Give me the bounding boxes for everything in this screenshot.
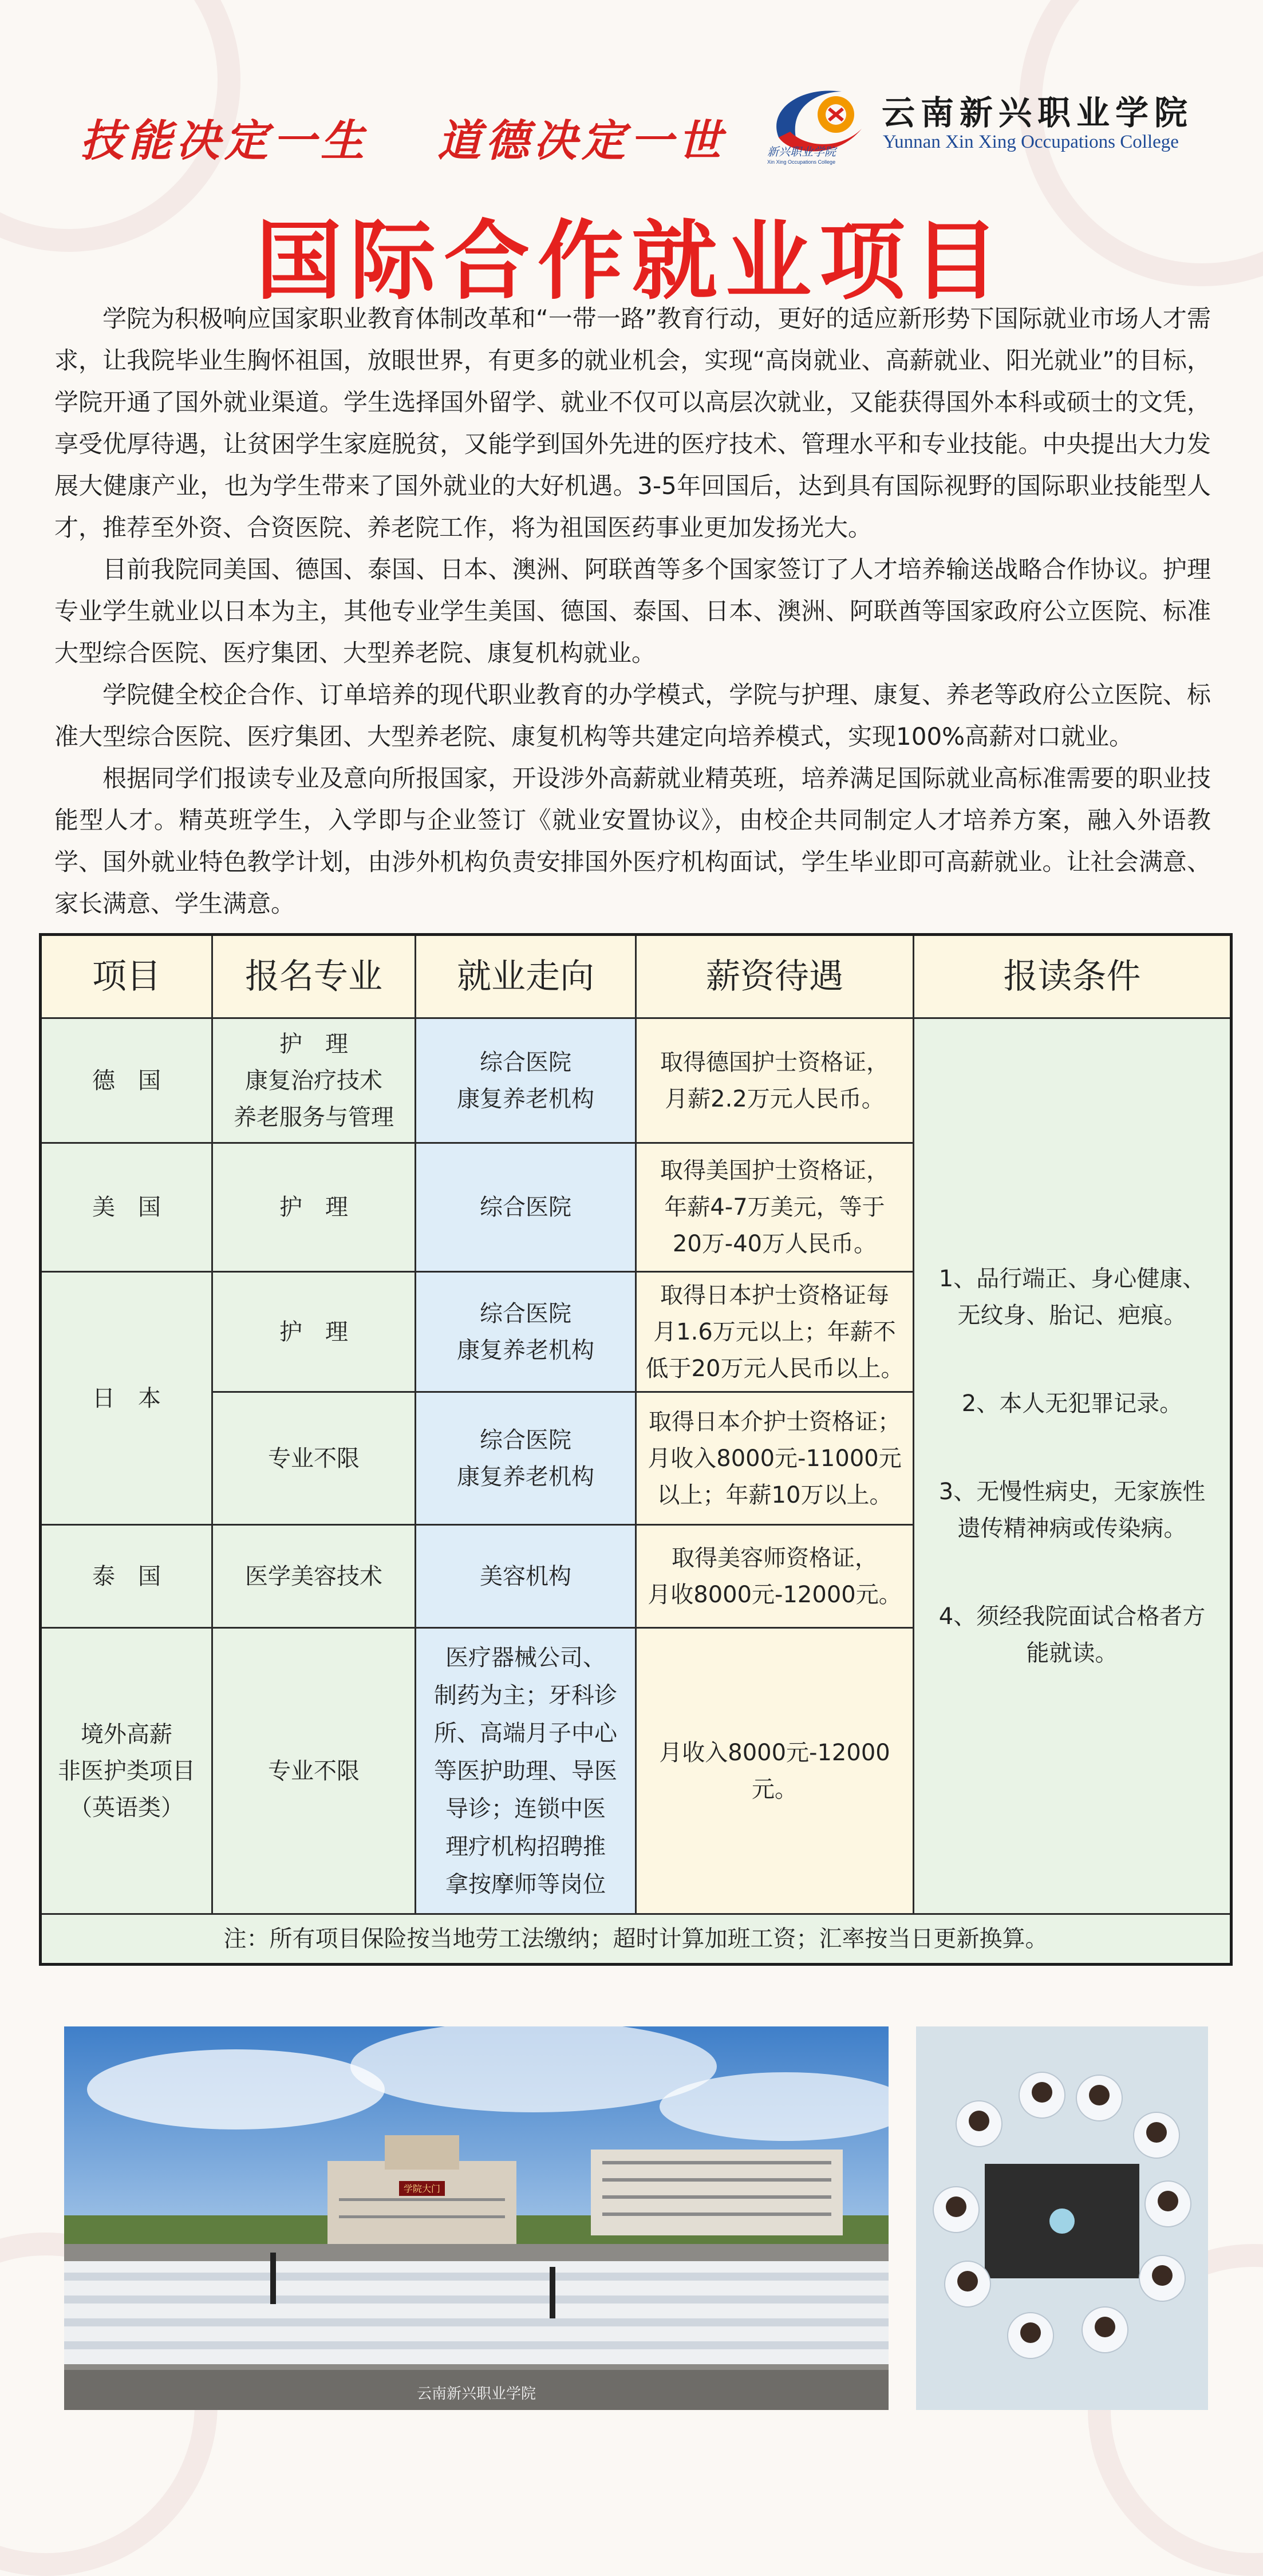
salary-cell [636, 1018, 914, 1143]
emblem-text: 新兴职业学院 [767, 145, 836, 159]
salary-line: 低于20万元人民币以上。 [645, 1355, 904, 1382]
salary-cell: 月收入8000元-12000元。 [636, 1628, 914, 1914]
major-line: 护 理 [279, 1030, 348, 1057]
salary-line: 月收入8000元-11000元 [648, 1445, 902, 1472]
program-table [39, 933, 1233, 1966]
employment-cell: 美容机构 [416, 1525, 636, 1628]
salary-cell [636, 1525, 914, 1628]
nurse-training-photo [916, 2026, 1208, 2410]
table-note-row [41, 1914, 1232, 1965]
salary-line: 20万-40万人民币。 [672, 1231, 877, 1257]
salary-line: 取得美国护士资格证， [660, 1157, 889, 1184]
intro-paragraph: 学院健全校企合作、订单培养的现代职业教育的办学模式，学院与护理、康复、养老等政府公立医院、标准大型综合医院、医疗集团、大型养老院、康复机构等共建定向培养模式，实现100%高薪对口就业。 [54, 681, 1211, 750]
employment-line: 所、高端月子中心 [434, 1720, 617, 1747]
intro-paragraph: 学院为积极响应国家职业教育体制改革和“一带一路”教育行动，更好的适应新形势下国际就业市场人才需求，让我院毕业生胸怀祖国，放眼世界，有更多的就业机会，实现“高岗就业、高薪就业、阳光就业”的目标，学院开通了国外就业渠道。学生选择国外留学、就业不仅可以高层次就业，又能获得国外本科或硕士的文凭，享受优厚待遇，让贫困学生家庭脱贫，又能学到国外先进的医疗技术、管理水平和专业技能。中央提出大力发展大健康产业，也为学生带来了国外就业的大好机遇。3-5年回国后，达到具有国际视野的国际职业技能型人才，推荐至外资、合资医院、养老院工作，将为祖国医药事业更加发扬光大。 [54, 305, 1211, 542]
salary-line: 月1.6万元以上；年薪不 [653, 1318, 896, 1345]
major-line: 康复治疗技术 [245, 1067, 382, 1094]
employment-line: 康复养老机构 [457, 1085, 594, 1112]
intro-text [54, 298, 1211, 924]
employment-line: 综合医院 [480, 1300, 571, 1327]
header-major: 报名专业 [212, 935, 416, 1018]
header-employment: 就业走向 [416, 935, 636, 1018]
header-project: 项目 [41, 935, 212, 1018]
employment-line: 导诊；连锁中医 [445, 1795, 606, 1822]
country-cell: 泰 国 [41, 1525, 212, 1628]
college-name-cn: 云南新兴职业学院 [882, 93, 1194, 132]
condition-line: 无纹身、胎记、疤痕。 [957, 1302, 1187, 1329]
project-line: 境外高薪 [81, 1721, 172, 1748]
salary-cell [636, 1143, 914, 1272]
major-cell [212, 1018, 416, 1143]
table-row [41, 1018, 1232, 1143]
country-cell: 日 本 [41, 1272, 212, 1525]
salary-cell [636, 1392, 914, 1525]
condition-item [922, 1473, 1222, 1547]
condition-item [922, 1261, 1222, 1334]
employment-cell: 综合医院 [416, 1143, 636, 1272]
table-header-row [41, 935, 1232, 1018]
major-line: 养老服务与管理 [234, 1104, 394, 1131]
salary-line: 取得美容师资格证， [672, 1544, 878, 1571]
project-cell [41, 1628, 212, 1914]
campus-caption: 云南新兴职业学院 [416, 2385, 536, 2403]
major-cell: 专业不限 [212, 1628, 416, 1914]
condition-line: 遗传精神病或传染病。 [957, 1515, 1187, 1542]
condition-line: 2、本人无犯罪记录。 [961, 1390, 1183, 1417]
header-conditions: 报读条件 [914, 935, 1232, 1018]
slogan [80, 106, 726, 168]
project-line: 非医护类项目 [58, 1757, 195, 1784]
salary-line: 取得日本介护士资格证； [649, 1408, 901, 1435]
country-cell: 德 国 [41, 1018, 212, 1143]
employment-line: 康复养老机构 [457, 1463, 594, 1490]
employment-cell [416, 1272, 636, 1392]
header-salary: 薪资待遇 [636, 935, 914, 1018]
employment-line: 等医护助理、导医 [434, 1757, 617, 1784]
salary-line: 以上；年薪10万以上。 [657, 1481, 893, 1508]
salary-line: 取得德国护士资格证， [660, 1049, 889, 1076]
employment-line: 康复养老机构 [457, 1337, 594, 1364]
salary-line: 月收8000元-12000元。 [648, 1581, 902, 1608]
campus-photo [64, 2026, 889, 2410]
campus-photo-illustration [64, 2026, 889, 2410]
salary-cell [636, 1272, 914, 1392]
condition-item [922, 1385, 1222, 1422]
college-emblem-icon [756, 74, 870, 166]
employment-cell [416, 1392, 636, 1525]
employment-line: 医疗器械公司、 [445, 1644, 606, 1671]
salary-line: 年薪4-7万美元，等于 [664, 1194, 885, 1220]
major-cell: 医学美容技术 [212, 1525, 416, 1628]
slogan-right: 道德决定一世 [437, 115, 726, 166]
employment-line: 制药为主；牙科诊 [434, 1682, 617, 1709]
major-cell: 护 理 [212, 1143, 416, 1272]
country-cell: 美 国 [41, 1143, 212, 1272]
employment-line: 理疗机构招聘推 [445, 1833, 606, 1860]
condition-line: 3、无慢性病史，无家族性 [938, 1479, 1206, 1505]
employment-line: 综合医院 [480, 1427, 571, 1453]
campus-gate-banner: 学院大门 [403, 2183, 441, 2194]
condition-line: 能就读。 [1026, 1640, 1118, 1666]
salary-line: 月薪2.2万元人民币。 [665, 1085, 885, 1112]
table-note: 注：所有项目保险按当地劳工法缴纳；超时计算加班工资；汇率按当日更新换算。 [41, 1914, 1232, 1965]
emblem-text-en: Xin Xing Occupations College [767, 159, 836, 165]
intro-paragraph: 目前我院同美国、德国、泰国、日本、澳洲、阿联酋等多个国家签订了人才培养输送战略合作协议。护理专业学生就业以日本为主，其他专业学生美国、德国、泰国、日本、澳洲、阿联酋等国家政府公立医院、标准大型综合医院、医疗集团、大型养老院、康复机构就业。 [54, 555, 1211, 667]
employment-line: 综合医院 [480, 1049, 571, 1076]
salary-line: 取得日本护士资格证每 [660, 1282, 889, 1309]
project-line: （英语类） [69, 1794, 184, 1821]
condition-line: 1、品行端正、身心健康、 [938, 1266, 1206, 1292]
college-name-en: Yunnan Xin Xing Occupations College [883, 132, 1179, 152]
major-cell: 专业不限 [212, 1392, 416, 1525]
nurse-photo-illustration [916, 2026, 1208, 2410]
page-title: 国际合作就业项目 [255, 212, 1007, 311]
conditions-cell [914, 1018, 1232, 1914]
major-cell: 护 理 [212, 1272, 416, 1392]
employment-line: 拿按摩师等岗位 [445, 1871, 606, 1898]
employment-cell [416, 1018, 636, 1143]
condition-line: 4、须经我院面试合格者方 [938, 1603, 1206, 1630]
intro-paragraph: 根据同学们报读专业及意向所报国家，开设涉外高薪就业精英班，培养满足国际就业高标准需要的职业技能型人才。精英班学生，入学即与企业签订《就业安置协议》，由校企共同制定人才培养方案，融入外语教学、国外就业特色教学计划，由涉外机构负责安排国外医疗机构面试，学生毕业即可高薪就业。让社会满意、家长满意、学生满意。 [54, 764, 1211, 918]
slogan-left: 技能决定一生 [80, 115, 369, 166]
condition-item [922, 1598, 1222, 1672]
employment-cell [416, 1628, 636, 1914]
college-logo [756, 74, 1194, 166]
